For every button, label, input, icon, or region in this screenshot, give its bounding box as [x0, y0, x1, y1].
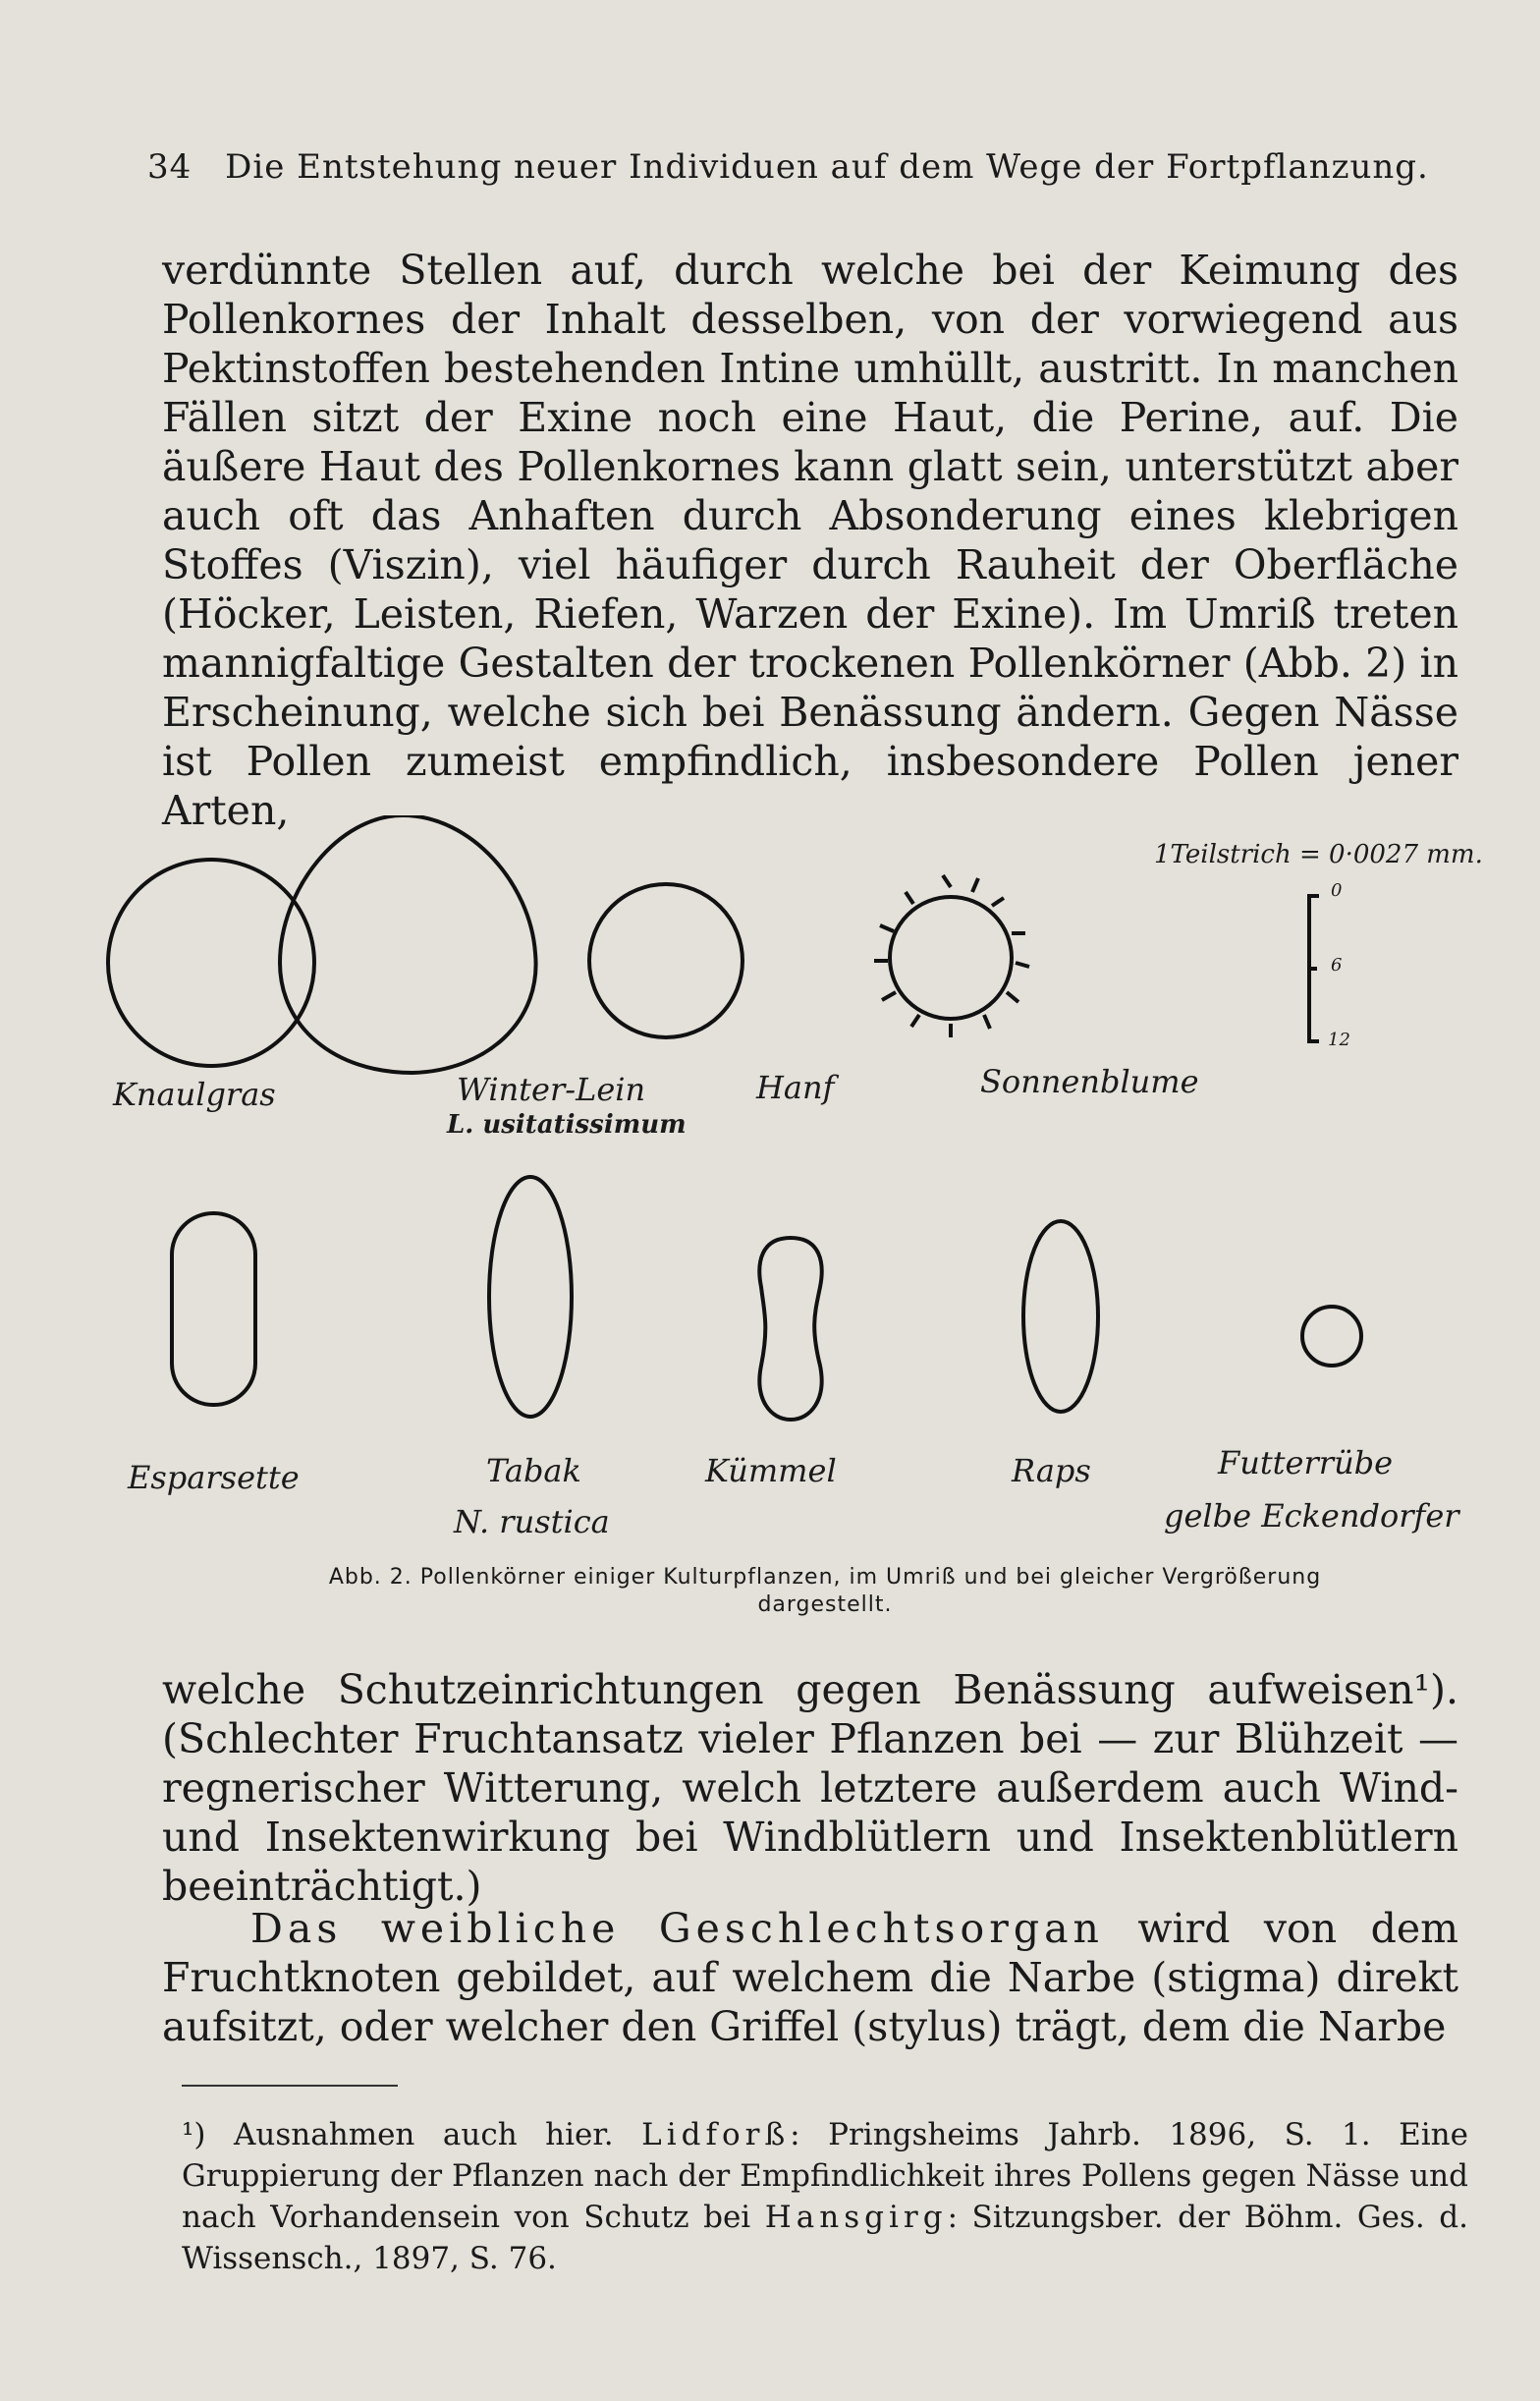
- footnote-text-3: : Sitzungsber. der Böhm. Ges. d. Wissensch., 1897, S. 76.: [182, 2200, 1468, 2276]
- scale-tick-0: 0: [1331, 880, 1343, 901]
- label-tabak: Tabak: [486, 1452, 581, 1489]
- footnote-rule: [182, 2085, 398, 2087]
- pollen-sonnenblume: [890, 897, 1012, 1019]
- pollen-figure: [88, 815, 1483, 1601]
- scale-title: 1Teilstrich = 0·0027 mm.: [1154, 840, 1483, 869]
- figure-caption: [172, 1564, 1478, 1619]
- pollen-futterruebe: [1302, 1307, 1361, 1366]
- paragraph-2: welche Schutzeinrichtungen gegen Benässung aufweisen¹). (Schlechter Fruchtansatz vieler Pflanzen bei — zur Blühzeit — regnerischer Witterung, welch letztere außerdem auch Wind- und Insektenwirkung bei Windblütlern und Insektenblütlern beeinträchtigt.): [162, 1666, 1458, 1910]
- running-header: [147, 147, 1444, 187]
- caption-line-1: Abb. 2. Pollenkörner einiger Kulturpflanzen, im Umriß und bei gleicher Vergrößerung: [328, 1565, 1322, 1590]
- paragraph-3-text: wird von dem Fruchtknoten gebildet, auf welchem die Narbe (stigma) direkt aufsitzt, oder welcher den Griffel (stylus) trägt, dem die Narbe: [162, 1905, 1458, 2050]
- page-number: 34: [147, 147, 192, 187]
- footnote-text-2: : Pringsheims Jahrb. 1896, S. 1. Eine Gruppierung der Pflanzen nach der Empfindlichkeit ihres Pollens gegen Nässe und nach Vorhandensein von Schutz bei: [182, 2117, 1468, 2235]
- caption-line-2: dargestellt.: [757, 1592, 893, 1617]
- pollen-esparsette: [172, 1213, 255, 1405]
- pollen-knaulgras: [108, 860, 314, 1066]
- label-tabak-latin: N. rustica: [454, 1503, 610, 1540]
- label-winter-lein: Winter-Lein: [457, 1071, 646, 1108]
- label-knaulgras: Knaulgras: [113, 1076, 276, 1113]
- label-esparsette: Esparsette: [128, 1459, 300, 1496]
- scale-tick-12: 12: [1328, 1030, 1350, 1050]
- footnote: [182, 2114, 1468, 2279]
- pollen-tabak: [489, 1177, 572, 1417]
- footnote-author-lidforss: Lidforß: [641, 2117, 791, 2152]
- paragraph-1: verdünnte Stellen auf, durch welche bei der Keimung des Pollenkornes der Inhalt desselben, von der vorwiegend aus Pektinstoffen bestehenden Intine umhüllt, austritt. In manchen Fällen sitzt der Exine noch eine Haut, die Perine, auf. Die äußere Haut des Pollenkornes kann glatt sein, unterstützt aber auch oft das Anhaften durch Absonderung eines klebrigen Stoffes (Viszin), viel häufiger durch Rauheit der Oberfläche (Höcker, Leisten, Riefen, Warzen der Exine). Im Umriß treten mannigfaltige Gestalten der trockenen Pollenkörner (Abb. 2) in Erscheinung, welche sich bei Benässung ändern. Gegen Nässe ist Pollen zumeist empfindlich, insbesondere Pollen jener Arten,: [162, 247, 1458, 834]
- footnote-author-hansgirg: Hansgirg: [764, 2200, 948, 2235]
- label-kuemmel: Kümmel: [705, 1452, 837, 1489]
- pollen-winter-lein: [280, 815, 536, 1073]
- label-sonnenblume: Sonnenblume: [980, 1063, 1199, 1100]
- label-winter-lein-latin: L. usitatissimum: [447, 1110, 687, 1140]
- label-futterruebe-sub: gelbe Eckendorfer: [1164, 1497, 1459, 1535]
- footnote-text-1: ¹) Ausnahmen auch hier.: [182, 2117, 642, 2152]
- emphasis-spaced: Das weibliche Geschlechtsorgan: [250, 1905, 1104, 1952]
- scale-tick-6: 6: [1331, 955, 1343, 976]
- pollen-raps: [1023, 1221, 1098, 1412]
- label-futterruebe: Futterrübe: [1218, 1444, 1394, 1481]
- paragraph-3: [162, 1904, 1458, 2051]
- label-raps: Raps: [1012, 1452, 1091, 1489]
- running-title: Die Entstehung neuer Individuen auf dem Wege der Fortpflanzung.: [225, 147, 1429, 187]
- label-hanf: Hanf: [756, 1069, 835, 1106]
- pollen-hanf: [589, 884, 742, 1037]
- pollen-kuemmel: [759, 1238, 821, 1420]
